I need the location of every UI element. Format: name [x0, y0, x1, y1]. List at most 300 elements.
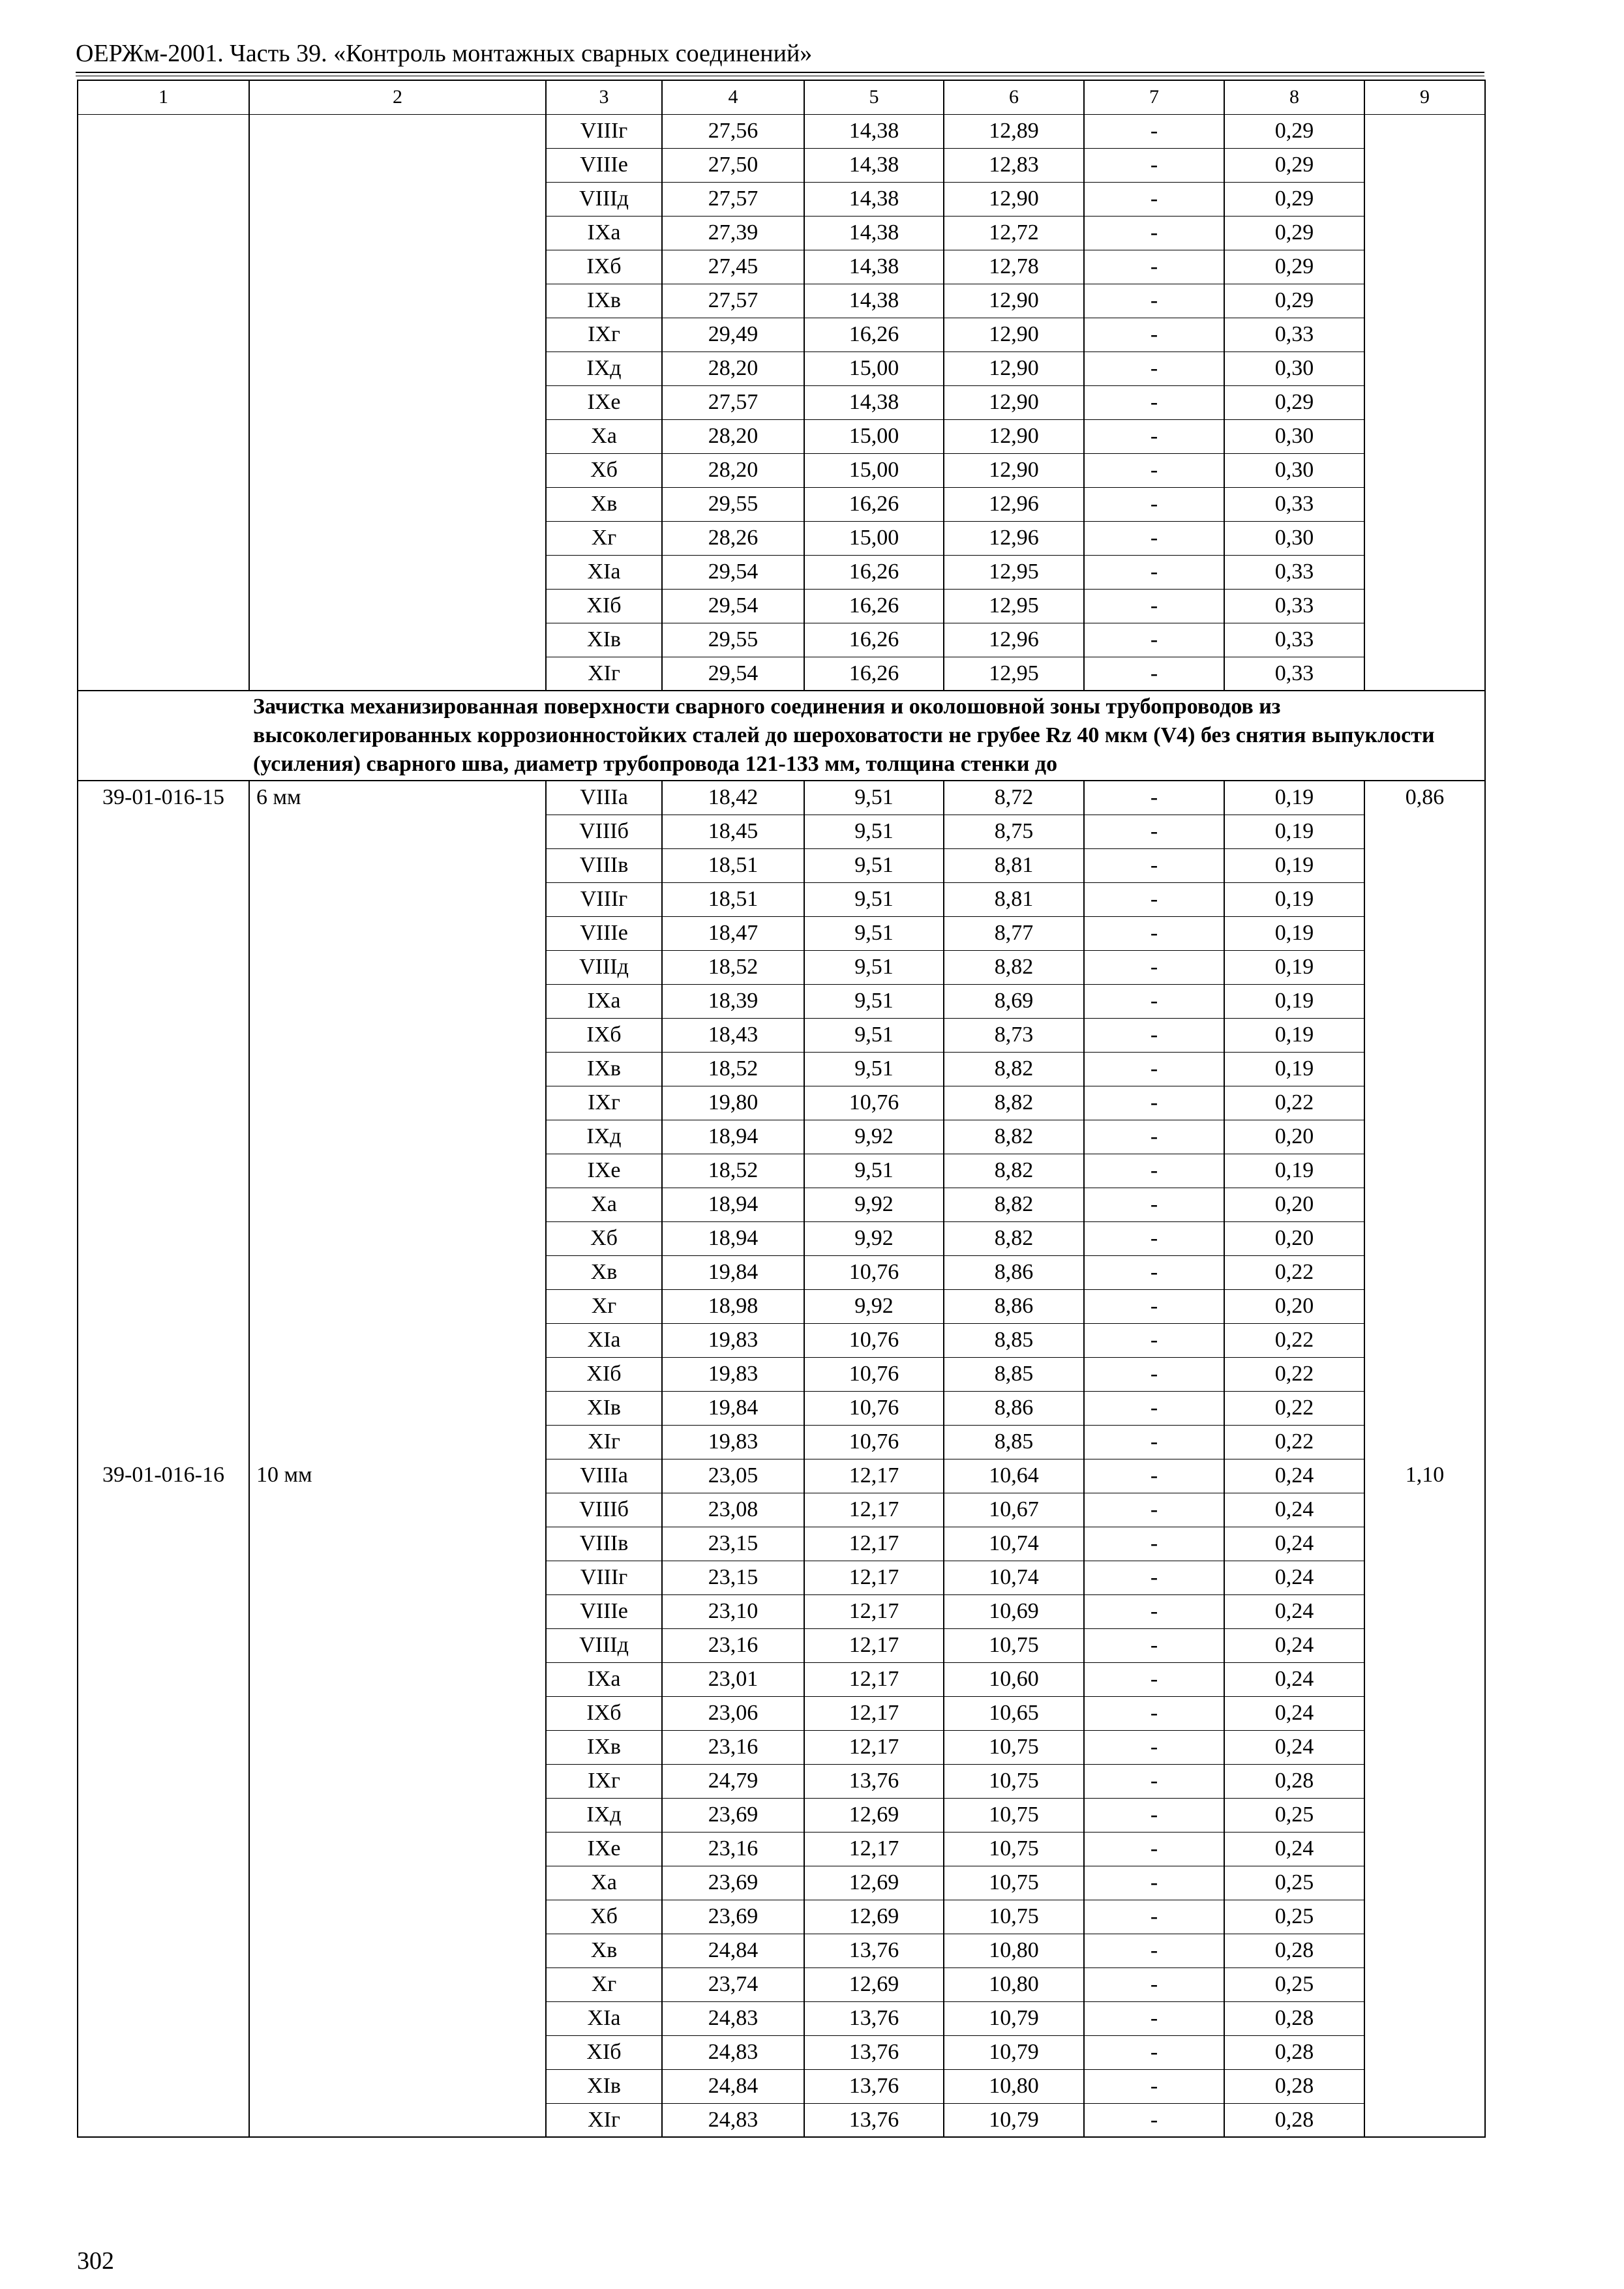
rate-code-cell [78, 1221, 249, 1255]
table-cell: - [1084, 815, 1224, 848]
rate-name-cell [249, 1188, 546, 1221]
rate-name-cell [249, 521, 546, 555]
table-cell: IXг [546, 1086, 662, 1120]
table-cell: 18,42 [662, 781, 804, 815]
table-cell: Xа [546, 419, 662, 453]
table-cell: 16,26 [804, 623, 944, 657]
rate-code-cell [78, 250, 249, 284]
table-cell: - [1084, 555, 1224, 589]
table-cell: 13,76 [804, 2069, 944, 2103]
table-cell: 9,51 [804, 984, 944, 1018]
table-cell: 12,69 [804, 1967, 944, 2001]
table-row [78, 1289, 1485, 1323]
table-cell: 12,95 [944, 555, 1084, 589]
column9-cell [1364, 1323, 1485, 1357]
table-cell: 12,69 [804, 1798, 944, 1832]
table-cell: 12,17 [804, 1832, 944, 1866]
table-cell: 23,08 [662, 1493, 804, 1527]
table-cell: 0,30 [1224, 419, 1364, 453]
rate-code-cell [78, 2035, 249, 2069]
table-cell: - [1084, 1832, 1224, 1866]
table-cell: 10,80 [944, 1934, 1084, 1967]
column9-cell [1364, 1154, 1485, 1188]
table-cell: - [1084, 2035, 1224, 2069]
table-cell: IXе [546, 385, 662, 419]
table-cell: 0,29 [1224, 284, 1364, 318]
table-cell: 8,82 [944, 1086, 1084, 1120]
table-cell: 14,38 [804, 385, 944, 419]
table-cell: 10,80 [944, 2069, 1084, 2103]
table-cell: XIб [546, 2035, 662, 2069]
table-cell: - [1084, 657, 1224, 691]
table-cell: 10,76 [804, 1255, 944, 1289]
column9-cell [1364, 1934, 1485, 1967]
table-cell: - [1084, 1086, 1224, 1120]
table-row [78, 284, 1485, 318]
table-cell: 15,00 [804, 521, 944, 555]
table-row [78, 487, 1485, 521]
table-cell: 0,22 [1224, 1086, 1364, 1120]
rate-code-cell [78, 1900, 249, 1934]
table-cell: 19,80 [662, 1086, 804, 1120]
column-number: 3 [546, 80, 662, 114]
rate-code-cell [78, 815, 249, 848]
rate-code-cell [78, 984, 249, 1018]
table-row [78, 589, 1485, 623]
table-row [78, 453, 1485, 487]
table-cell: 0,22 [1224, 1391, 1364, 1425]
rates-table [77, 80, 1486, 2138]
table-cell: - [1084, 623, 1224, 657]
table-cell: 24,84 [662, 2069, 804, 2103]
table-cell: 12,90 [944, 352, 1084, 385]
section-heading-row [78, 691, 1485, 781]
table-cell: 13,76 [804, 1934, 944, 1967]
rate-code-cell [78, 1120, 249, 1154]
table-cell: 8,82 [944, 950, 1084, 984]
table-cell: Xб [546, 453, 662, 487]
table-cell: 8,85 [944, 1323, 1084, 1357]
table-cell: 12,17 [804, 1594, 944, 1628]
table-cell: VIIIа [546, 781, 662, 815]
column9-cell [1364, 1900, 1485, 1934]
table-cell: VIIIг [546, 882, 662, 916]
table-cell: IXд [546, 1120, 662, 1154]
rate-code-cell [78, 1323, 249, 1357]
rate-code-cell [78, 882, 249, 916]
column9-cell [1364, 1832, 1485, 1866]
table-cell: 18,52 [662, 950, 804, 984]
rate-code-cell [78, 1086, 249, 1120]
table-cell: IXг [546, 318, 662, 352]
column9-cell [1364, 882, 1485, 916]
table-cell: - [1084, 848, 1224, 882]
table-cell: 0,19 [1224, 950, 1364, 984]
table-cell: VIIIд [546, 1628, 662, 1662]
table-cell: 18,39 [662, 984, 804, 1018]
column9-cell: 1,10 [1364, 1459, 1485, 1493]
rate-code-cell [78, 114, 249, 148]
table-cell: - [1084, 1323, 1224, 1357]
table-cell: - [1084, 1357, 1224, 1391]
column9-cell [1364, 1493, 1485, 1527]
rate-name-cell [249, 318, 546, 352]
table-cell: XIв [546, 1391, 662, 1425]
column9-cell [1364, 114, 1485, 148]
column9-cell [1364, 453, 1485, 487]
table-cell: 10,69 [944, 1594, 1084, 1628]
section-heading-spacer [78, 691, 249, 781]
table-cell: - [1084, 1866, 1224, 1900]
table-cell: 0,20 [1224, 1221, 1364, 1255]
table-cell: XIб [546, 589, 662, 623]
column-number: 5 [804, 80, 944, 114]
rate-code-cell [78, 1730, 249, 1764]
rate-name-cell [249, 216, 546, 250]
table-cell: 0,20 [1224, 1289, 1364, 1323]
column9-cell [1364, 657, 1485, 691]
rate-code-cell [78, 1289, 249, 1323]
table-cell: 18,47 [662, 916, 804, 950]
table-cell: XIб [546, 1357, 662, 1391]
table-cell: 18,45 [662, 815, 804, 848]
table-cell: 10,75 [944, 1866, 1084, 1900]
table-cell: - [1084, 114, 1224, 148]
table-cell: 28,20 [662, 419, 804, 453]
rate-code-cell [78, 1018, 249, 1052]
table-cell: VIIIв [546, 1527, 662, 1561]
rate-name-cell [249, 1255, 546, 1289]
table-cell: 13,76 [804, 2001, 944, 2035]
column9-cell [1364, 1730, 1485, 1764]
table-cell: 0,29 [1224, 148, 1364, 182]
section-heading: Зачистка механизированная поверхности сварного соединения и околошовной зоны трубопроводов из высоколегированных коррозионностойких сталей до шероховатости не грубее Rz 40 мкм (V4) без снятия выпуклости (усиления) сварного шва, диаметр трубопровода 121-133 мм, толщина стенки до [249, 691, 1485, 781]
table-cell: 0,19 [1224, 781, 1364, 815]
column9-cell [1364, 385, 1485, 419]
rate-name-cell [249, 916, 546, 950]
table-cell: 16,26 [804, 555, 944, 589]
table-cell: 0,33 [1224, 589, 1364, 623]
rate-name-cell [249, 1662, 546, 1696]
table-cell: 12,95 [944, 657, 1084, 691]
table-cell: 15,00 [804, 419, 944, 453]
table-cell: 18,94 [662, 1221, 804, 1255]
table-cell: 16,26 [804, 589, 944, 623]
table-cell: 8,86 [944, 1289, 1084, 1323]
table-cell: - [1084, 1120, 1224, 1154]
table-cell: 12,72 [944, 216, 1084, 250]
table-cell: IXа [546, 984, 662, 1018]
table-cell: - [1084, 1493, 1224, 1527]
table-cell: 10,76 [804, 1086, 944, 1120]
table-cell: 9,92 [804, 1120, 944, 1154]
rate-code-cell [78, 1798, 249, 1832]
rate-name-cell [249, 487, 546, 521]
table-cell: 0,30 [1224, 453, 1364, 487]
table-cell: - [1084, 2069, 1224, 2103]
table-cell: 0,19 [1224, 1018, 1364, 1052]
table-cell: 12,17 [804, 1493, 944, 1527]
rate-code-cell [78, 555, 249, 589]
table-cell: 18,52 [662, 1154, 804, 1188]
table-row [78, 1832, 1485, 1866]
table-cell: 23,01 [662, 1662, 804, 1696]
table-row [78, 848, 1485, 882]
rate-code-cell [78, 385, 249, 419]
rate-name-cell [249, 1154, 546, 1188]
table-cell: 8,86 [944, 1391, 1084, 1425]
table-cell: 0,25 [1224, 1866, 1364, 1900]
rate-name-cell [249, 848, 546, 882]
table-cell: 27,50 [662, 148, 804, 182]
table-cell: 0,19 [1224, 882, 1364, 916]
table-cell: 0,22 [1224, 1425, 1364, 1459]
table-cell: 0,24 [1224, 1527, 1364, 1561]
table-cell: 9,92 [804, 1289, 944, 1323]
table-cell: - [1084, 352, 1224, 385]
table-cell: 16,26 [804, 318, 944, 352]
table-cell: 0,33 [1224, 555, 1364, 589]
table-cell: 28,26 [662, 521, 804, 555]
table-cell: 12,89 [944, 114, 1084, 148]
column9-cell [1364, 1798, 1485, 1832]
rate-code-cell [78, 2069, 249, 2103]
table-cell: - [1084, 984, 1224, 1018]
table-cell: 10,64 [944, 1459, 1084, 1493]
table-cell: 0,24 [1224, 1832, 1364, 1866]
rate-code-cell [78, 148, 249, 182]
rate-code-cell [78, 657, 249, 691]
table-cell: - [1084, 284, 1224, 318]
table-row [78, 182, 1485, 216]
rate-code-cell: 39-01-016-16 [78, 1459, 249, 1493]
column9-cell [1364, 623, 1485, 657]
table-cell: - [1084, 1696, 1224, 1730]
column9-cell [1364, 1967, 1485, 2001]
column-number: 4 [662, 80, 804, 114]
table-cell: - [1084, 1459, 1224, 1493]
table-cell: 24,79 [662, 1764, 804, 1798]
rate-code-cell [78, 1561, 249, 1594]
table-cell: IXб [546, 250, 662, 284]
rate-name-cell [249, 1967, 546, 2001]
column9-cell [1364, 352, 1485, 385]
table-cell: 23,69 [662, 1866, 804, 1900]
table-cell: Xг [546, 1289, 662, 1323]
table-cell: 12,96 [944, 487, 1084, 521]
column9-cell [1364, 1018, 1485, 1052]
table-cell: 8,82 [944, 1221, 1084, 1255]
table-cell: 0,24 [1224, 1594, 1364, 1628]
table-row [78, 1018, 1485, 1052]
rate-name-cell [249, 2069, 546, 2103]
table-row [78, 2069, 1485, 2103]
rate-code-cell [78, 1052, 249, 1086]
table-row [78, 1662, 1485, 1696]
column9-cell [1364, 1221, 1485, 1255]
table-cell: 10,76 [804, 1425, 944, 1459]
table-cell: 0,19 [1224, 848, 1364, 882]
table-cell: 0,29 [1224, 182, 1364, 216]
rate-name-cell [249, 1561, 546, 1594]
rate-name-cell [249, 1730, 546, 1764]
table-cell: 12,90 [944, 419, 1084, 453]
table-row [78, 1967, 1485, 2001]
column9-cell [1364, 1594, 1485, 1628]
table-cell: 10,60 [944, 1662, 1084, 1696]
table-cell: 10,76 [804, 1357, 944, 1391]
table-row [78, 1730, 1485, 1764]
rate-name-cell [249, 1086, 546, 1120]
table-cell: 0,22 [1224, 1255, 1364, 1289]
table-cell: 0,30 [1224, 352, 1364, 385]
rate-name-cell [249, 1696, 546, 1730]
column9-cell [1364, 1696, 1485, 1730]
table-cell: 10,75 [944, 1730, 1084, 1764]
table-cell: 16,26 [804, 657, 944, 691]
table-cell: 24,83 [662, 2035, 804, 2069]
table-cell: - [1084, 318, 1224, 352]
table-cell: 12,90 [944, 453, 1084, 487]
table-cell: VIIIб [546, 1493, 662, 1527]
table-cell: VIIIг [546, 1561, 662, 1594]
table-cell: 9,51 [804, 916, 944, 950]
table-cell: 12,17 [804, 1696, 944, 1730]
table-cell: - [1084, 1798, 1224, 1832]
column9-cell [1364, 419, 1485, 453]
table-cell: 13,76 [804, 2035, 944, 2069]
column9-cell [1364, 984, 1485, 1018]
table-cell: VIIIд [546, 950, 662, 984]
table-cell: 10,75 [944, 1900, 1084, 1934]
table-cell: - [1084, 2001, 1224, 2035]
table-cell: 9,51 [804, 781, 944, 815]
table-cell: Xа [546, 1188, 662, 1221]
table-cell: - [1084, 487, 1224, 521]
table-cell: 0,25 [1224, 1967, 1364, 2001]
table-cell: 28,20 [662, 352, 804, 385]
table-cell: 0,33 [1224, 623, 1364, 657]
rate-code-cell [78, 284, 249, 318]
page-header-title: ОЕРЖм-2001. Часть 39. «Контроль монтажных сварных соединений» [76, 39, 1484, 73]
column9-cell [1364, 1086, 1485, 1120]
column-number: 1 [78, 80, 249, 114]
table-cell: - [1084, 1255, 1224, 1289]
table-cell: - [1084, 1018, 1224, 1052]
column9-cell [1364, 815, 1485, 848]
rate-name-cell [249, 385, 546, 419]
column9-cell [1364, 848, 1485, 882]
table-row [78, 623, 1485, 657]
column9-cell: 0,86 [1364, 781, 1485, 815]
table-cell: 0,29 [1224, 385, 1364, 419]
table-cell: 19,83 [662, 1425, 804, 1459]
table-row [78, 1323, 1485, 1357]
rate-name-cell [249, 2035, 546, 2069]
table-cell: XIг [546, 2103, 662, 2137]
table-cell: 10,76 [804, 1391, 944, 1425]
table-row [78, 950, 1485, 984]
table-cell: 10,79 [944, 2001, 1084, 2035]
table-cell: 8,75 [944, 815, 1084, 848]
rate-code-cell [78, 589, 249, 623]
table-cell: 9,92 [804, 1221, 944, 1255]
column9-cell [1364, 2001, 1485, 2035]
table-cell: 27,56 [662, 114, 804, 148]
table-cell: 0,33 [1224, 657, 1364, 691]
table-cell: - [1084, 950, 1224, 984]
table-cell: 12,17 [804, 1628, 944, 1662]
column9-cell [1364, 916, 1485, 950]
table-cell: 0,19 [1224, 916, 1364, 950]
table-cell: 8,86 [944, 1255, 1084, 1289]
table-cell: 9,51 [804, 848, 944, 882]
table-row [78, 1866, 1485, 1900]
table-cell: - [1084, 1188, 1224, 1221]
table-row [78, 1255, 1485, 1289]
table-cell: 19,84 [662, 1391, 804, 1425]
rate-code-cell [78, 1425, 249, 1459]
table-cell: 0,24 [1224, 1459, 1364, 1493]
table-cell: 27,45 [662, 250, 804, 284]
rate-name-cell [249, 114, 546, 148]
rate-name-cell [249, 1628, 546, 1662]
table-cell: IXе [546, 1832, 662, 1866]
rate-code-cell [78, 352, 249, 385]
table-cell: - [1084, 1934, 1224, 1967]
table-cell: 29,54 [662, 555, 804, 589]
rate-name-cell [249, 352, 546, 385]
table-cell: IXа [546, 1662, 662, 1696]
table-cell: XIв [546, 2069, 662, 2103]
table-cell: 12,90 [944, 284, 1084, 318]
rate-code-cell [78, 1764, 249, 1798]
rate-code-cell [78, 1934, 249, 1967]
table-row [78, 1154, 1485, 1188]
rate-code-cell [78, 1391, 249, 1425]
table-cell: 0,28 [1224, 2035, 1364, 2069]
table-cell: - [1084, 1900, 1224, 1934]
table-cell: 0,33 [1224, 487, 1364, 521]
rate-code-cell [78, 521, 249, 555]
column-number: 7 [1084, 80, 1224, 114]
table-cell: 18,43 [662, 1018, 804, 1052]
table-cell: 12,90 [944, 182, 1084, 216]
table-cell: 8,85 [944, 1425, 1084, 1459]
table-cell: XIв [546, 623, 662, 657]
rate-name-cell [249, 1527, 546, 1561]
table-cell: 18,98 [662, 1289, 804, 1323]
table-cell: 23,69 [662, 1900, 804, 1934]
table-cell: 9,51 [804, 1018, 944, 1052]
table-cell: 14,38 [804, 182, 944, 216]
rate-code-cell: 39-01-016-15 [78, 781, 249, 815]
table-cell: - [1084, 1561, 1224, 1594]
table-cell: 29,49 [662, 318, 804, 352]
rate-name-cell [249, 1120, 546, 1154]
rate-name-cell [249, 1934, 546, 1967]
table-cell: 10,75 [944, 1628, 1084, 1662]
table-cell: 0,25 [1224, 1900, 1364, 1934]
table-cell: - [1084, 781, 1224, 815]
table-cell: Xб [546, 1221, 662, 1255]
table-row [78, 984, 1485, 1018]
table-row [78, 1459, 1485, 1493]
table-cell: 8,73 [944, 1018, 1084, 1052]
table-cell: 0,19 [1224, 815, 1364, 848]
rate-code-cell [78, 1493, 249, 1527]
column-number: 8 [1224, 80, 1364, 114]
